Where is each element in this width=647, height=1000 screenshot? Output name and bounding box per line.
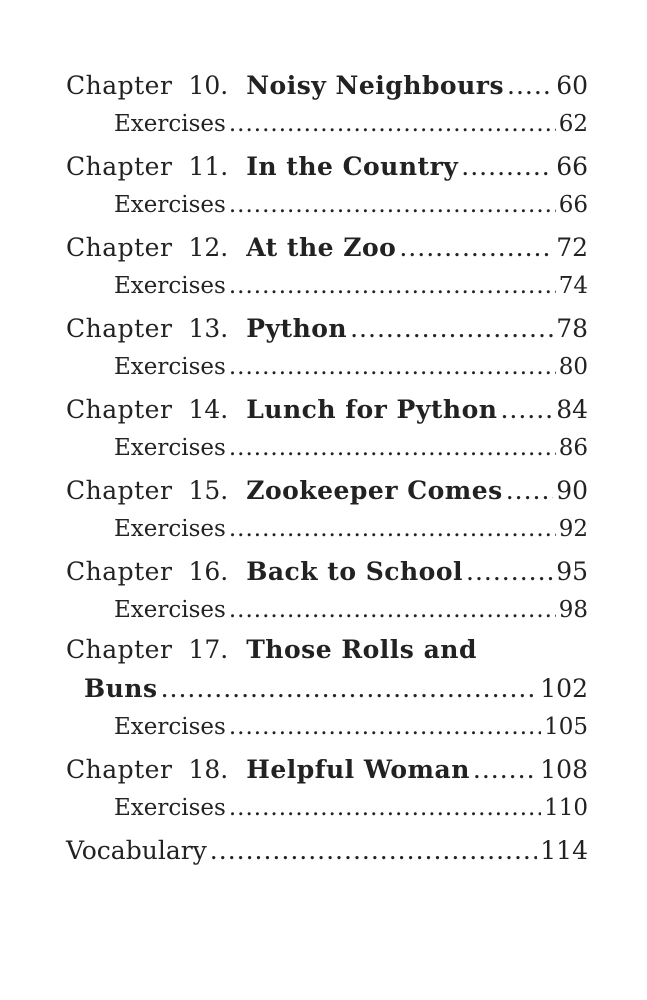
chapter-number: 12.	[188, 233, 229, 262]
page-number: 66	[558, 192, 588, 218]
page-number: 60	[556, 71, 588, 100]
exercises-label: Exercises	[114, 795, 226, 821]
toc-chapter-14[interactable]	[66, 390, 588, 429]
chapter-number: 10.	[188, 71, 229, 100]
chapter-number: 11.	[188, 152, 229, 181]
toc-vocabulary[interactable]	[66, 831, 588, 870]
page-number: 80	[558, 354, 588, 380]
page-number: 78	[556, 314, 588, 343]
page-number: 74	[558, 273, 588, 299]
toc-exercises-13[interactable]	[66, 348, 588, 387]
toc-exercises-16[interactable]	[66, 591, 588, 630]
chapter-label: Chapter	[66, 557, 173, 586]
toc-exercises-10[interactable]	[66, 105, 588, 144]
chapter-number: 18.	[188, 755, 229, 784]
dot-leader	[399, 228, 553, 267]
page-number: 92	[558, 516, 588, 542]
page-number: 90	[556, 476, 588, 505]
chapter-title: Zookeeper Comes	[246, 476, 503, 505]
toc-chapter-12[interactable]	[66, 228, 588, 267]
dot-leader	[507, 66, 553, 105]
dot-leader	[229, 789, 541, 828]
chapter-number: 13.	[188, 314, 229, 343]
dot-leader	[229, 429, 556, 468]
chapter-label: Chapter	[66, 476, 173, 505]
dot-leader	[229, 708, 541, 747]
chapter-label: Chapter	[66, 314, 173, 343]
page-number: 66	[556, 152, 588, 181]
toc-exercises-11[interactable]	[66, 186, 588, 225]
chapter-title: Lunch for Python	[246, 395, 498, 424]
toc-exercises-18[interactable]	[66, 789, 588, 828]
exercises-label: Exercises	[114, 516, 226, 542]
page-number: 95	[556, 557, 588, 586]
chapter-title-line-1: Those Rolls and	[246, 635, 477, 664]
dot-leader	[229, 267, 556, 306]
toc-chapter-15[interactable]	[66, 471, 588, 510]
dot-leader	[350, 309, 553, 348]
chapter-label: Chapter	[66, 71, 173, 100]
page-number: 108	[540, 755, 588, 784]
chapter-title: Back to School	[246, 557, 464, 586]
table-of-contents	[66, 66, 588, 870]
chapter-title-line-2: Buns	[84, 674, 158, 703]
exercises-label: Exercises	[114, 714, 226, 740]
page-number: 110	[544, 795, 588, 821]
exercises-label: Exercises	[114, 597, 226, 623]
page-number: 62	[558, 111, 588, 137]
chapter-title: Python	[246, 314, 348, 343]
toc-chapter-10[interactable]	[66, 66, 588, 105]
toc-chapter-11[interactable]	[66, 147, 588, 186]
exercises-label: Exercises	[114, 435, 226, 461]
dot-leader	[229, 105, 556, 144]
chapter-number: 14.	[188, 395, 229, 424]
dot-leader	[473, 750, 537, 789]
toc-exercises-12[interactable]	[66, 267, 588, 306]
toc-chapter-18[interactable]	[66, 750, 588, 789]
toc-exercises-15[interactable]	[66, 510, 588, 549]
exercises-label: Exercises	[114, 354, 226, 380]
chapter-label: Chapter	[66, 755, 173, 784]
chapter-number: 17.	[188, 635, 229, 664]
page-number: 86	[558, 435, 588, 461]
chapter-title: At the Zoo	[246, 233, 397, 262]
dot-leader	[229, 591, 556, 630]
dot-leader	[229, 510, 556, 549]
chapter-label: Chapter	[66, 152, 173, 181]
page-number: 102	[540, 674, 588, 703]
chapter-label: Chapter	[66, 395, 173, 424]
dot-leader	[229, 186, 556, 225]
chapter-label: Chapter	[66, 635, 173, 664]
chapter-title: Helpful Woman	[246, 755, 470, 784]
page-number: 105	[544, 714, 588, 740]
chapter-title: In the Country	[246, 152, 459, 181]
dot-leader	[229, 348, 556, 387]
dot-leader	[461, 147, 553, 186]
toc-chapter-13[interactable]	[66, 309, 588, 348]
chapter-title: Noisy Neighbours	[246, 71, 505, 100]
toc-exercises-17[interactable]	[66, 708, 588, 747]
chapter-label: Chapter	[66, 233, 173, 262]
dot-leader	[161, 669, 538, 708]
toc-chapter-17-continued[interactable]	[66, 669, 588, 708]
exercises-label: Exercises	[114, 192, 226, 218]
toc-exercises-14[interactable]	[66, 429, 588, 468]
vocabulary-label: Vocabulary	[66, 836, 207, 865]
dot-leader	[506, 471, 553, 510]
page-number: 84	[556, 395, 588, 424]
chapter-number: 15.	[188, 476, 229, 505]
dot-leader	[500, 390, 553, 429]
exercises-label: Exercises	[114, 111, 226, 137]
toc-chapter-16[interactable]	[66, 552, 588, 591]
exercises-label: Exercises	[114, 273, 226, 299]
dot-leader	[210, 831, 537, 870]
dot-leader	[466, 552, 553, 591]
page-number: 98	[558, 597, 588, 623]
page-number: 114	[540, 836, 588, 865]
toc-chapter-17[interactable]	[66, 630, 588, 669]
page-number: 72	[556, 233, 588, 262]
chapter-number: 16.	[188, 557, 229, 586]
